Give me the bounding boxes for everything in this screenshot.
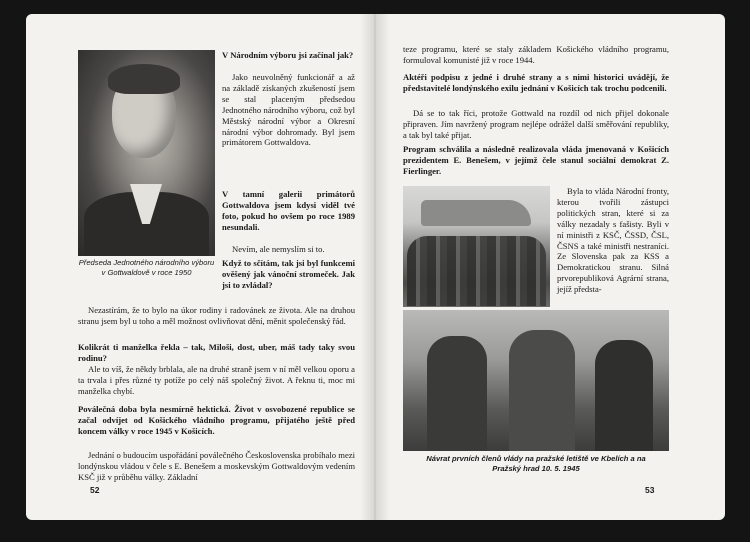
question-1: V Národním výboru jsi začínal jak? — [222, 50, 354, 60]
answer-2: Nevím, ale nemyslím si to. — [232, 244, 325, 254]
answer-5: Jednání o budoucím uspořádání poválečného Československa probíhalo mezi londýnskou vládou v čele s E. Benešem a moskevským Gottwaldovým vedením KSČ již v průběhu války. Základní — [78, 450, 355, 482]
question-7: Program schválila a následně realizovala vláda jmenovaná v Košicích prezidentem E. Benešem, v jejímž čele stanul sociální demokrat Z. Fierlinger. — [403, 144, 669, 176]
right-page — [375, 14, 725, 520]
question-2: V tamní galerii primátorů Gottwaldova jsem kdysi viděl tvé foto, pokud ho ovšem po roce 1989 nesundali. — [222, 189, 355, 232]
airplane-shape — [421, 200, 531, 226]
paragraph-continued: teze programu, které se staly základem Košického vládního programu, formuloval komunisté již v roce 1944. — [403, 44, 669, 65]
airport-photo — [403, 186, 550, 307]
answer-4: Ale to víš, že někdy brblala, ale na druhé straně jsem v ní měl velkou oporu a ta trvala i přes různé ty potíže po celý náš společný život. A řeknu ti, moc mi manželka chybí. — [78, 364, 355, 396]
question-3: Když to sčítám, tak jsi byl funkcemi ověšený jak vánoční stromeček. Jak jsi to zvládal? — [222, 258, 355, 290]
question-5: Poválečná doba byla nesmírně hektická. Život v osvobozené republice se začal odvíjet od Košického vládního programu, přijatého ještě před koncem války v roce 1945 v Košicích. — [78, 404, 355, 436]
crowd-shape — [407, 236, 546, 306]
government-photo-caption: Návrat prvních členů vlády na pražské letiště ve Kbelích a na Pražský hrad 10. 5. 1945 — [426, 454, 646, 473]
answer-3: Nezastírám, že to bylo na úkor rodiny i radovánek ze života. Ale na druhou stranu jsem byl u toho a měl možnost ovlivňovat dění, měnit společenský řád. — [78, 305, 355, 326]
civilian-figure-shape — [509, 330, 575, 451]
book-gutter — [360, 14, 390, 520]
answer-6: Dá se to tak říci, protože Gottwald na rozdíl od nich přijel dokonale připraven. Jím navržený program nejlépe odrážel další směřování republiky, a tak byl také přijat. — [403, 108, 669, 140]
government-members-photo — [403, 310, 669, 451]
officer-figure-shape — [427, 336, 487, 451]
portrait-hair-shape — [108, 64, 180, 94]
question-6: Aktéři podpisu z jedné i druhé strany a s nimi historici uvádějí, že představitelé londýnského exilu jednání v Košicích tak trochu podcenili. — [403, 72, 669, 93]
left-page — [26, 14, 375, 520]
question-4: Kolikrát ti manželka řekla – tak, Miloši, dost, uber, máš tady taky svou rodinu? — [78, 342, 355, 363]
civilian-figure-shape-2 — [595, 340, 653, 451]
portrait-photo — [78, 50, 215, 256]
answer-7: Byla to vláda Národní fronty, kterou tvořili zástupci politických stran, které si za války nezadaly s fašisty. Byli v ní ministři z KSČ, ČSSD, ČSL, ČSNS a také ministři nestraníci. Ze Slovenska pak za KSS a Demokratickou stranu. Silná prvorepubliková Agrární strana, jejíž předsta- — [557, 186, 669, 295]
page-number-right: 53 — [645, 485, 655, 495]
page-number-left: 52 — [90, 485, 100, 495]
answer-1: Jako neuvolněný funkcionář a až na základě získaných zkušeností jsem se stal placeným předsedou Jednotného národního výboru, což byl Městský národní výbor a Okresní národní výbor dohromady. Byl jsem primátorem Gottwaldova. — [222, 72, 355, 148]
portrait-caption: Předseda Jednotného národního výboru v Gottwaldově v roce 1950 — [78, 258, 215, 277]
